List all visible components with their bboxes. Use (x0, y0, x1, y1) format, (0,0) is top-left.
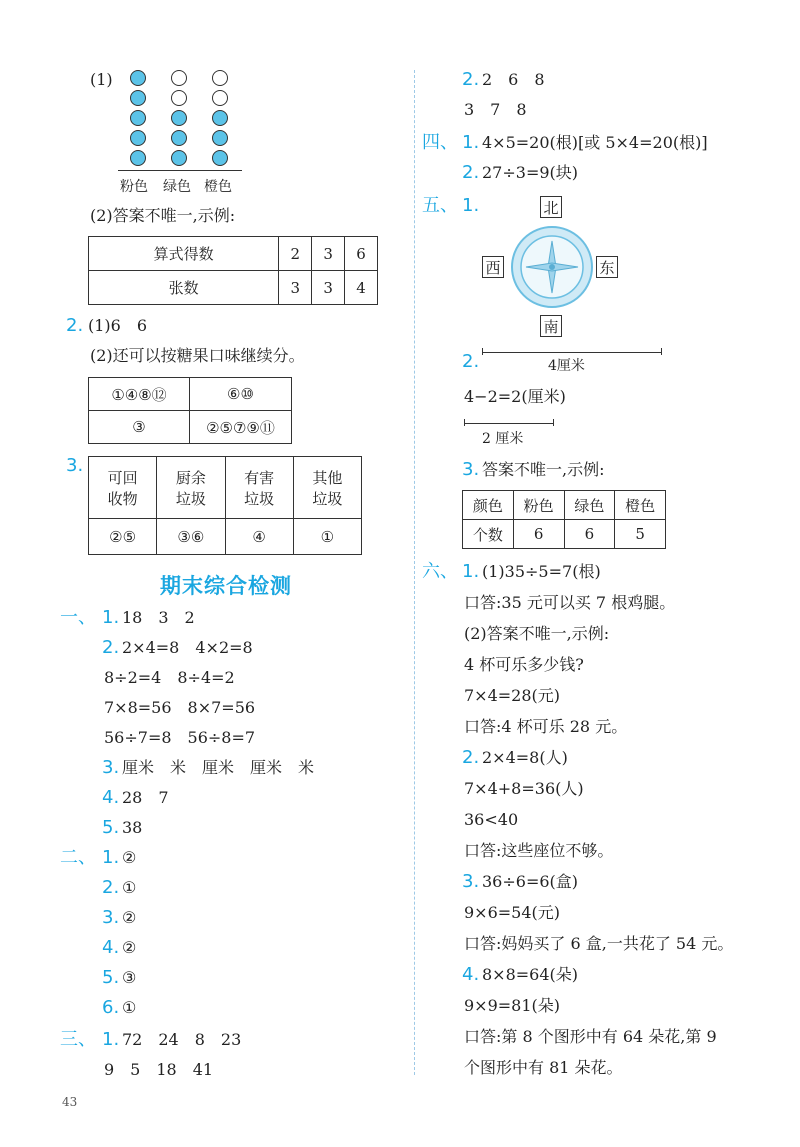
item-number: 1. (462, 132, 480, 153)
section-three-head: 三、 (60, 1029, 96, 1050)
table-cell (157, 457, 225, 519)
segment-label: 4厘米 (548, 358, 585, 374)
q1-label: (1) (90, 70, 113, 89)
table-cell: ②⑤ (89, 519, 157, 555)
head-line: 厨余 (175, 468, 206, 487)
q1b-text: (2)答案不唯一,示例: (90, 206, 236, 225)
answer-line: 8×8=64(朵) (482, 965, 579, 984)
page-number: 43 (62, 1095, 78, 1109)
table-cell: 3 (312, 237, 345, 271)
table-cell: 4 (345, 271, 378, 305)
bead (212, 90, 228, 106)
head-line: 可回 (107, 468, 138, 487)
bead (171, 130, 187, 146)
item-number: 3. (102, 757, 120, 778)
head-line: 收物 (107, 489, 138, 508)
table-color-count (462, 490, 666, 549)
bead (130, 150, 146, 166)
table-cell: 个数 (463, 520, 514, 549)
segment-end (661, 348, 662, 355)
item-number: 2. (102, 637, 120, 658)
head-line: 垃圾 (244, 489, 275, 508)
answer-line: 8÷2=4 8÷4=2 (104, 668, 235, 687)
answer-line: 18 3 2 (122, 608, 195, 627)
q2-answer-b: (2)还可以按糖果口味继续分。 (90, 346, 305, 365)
bead (171, 110, 187, 126)
answer-line: ② (122, 908, 137, 927)
answer-line: 56÷7=8 56÷8=7 (104, 728, 256, 747)
bead-baseline (118, 170, 242, 171)
answer-line: 4−2=2(厘米) (464, 387, 566, 406)
head-line: 其他 (312, 468, 343, 487)
answer-line: 9×9=81(朵) (464, 996, 561, 1015)
table-cell (293, 457, 361, 519)
table-cell: 5 (615, 520, 666, 549)
section-two-head: 二、 (60, 847, 96, 868)
section-five-head: 五、 (422, 195, 458, 216)
item-number: 6. (102, 997, 120, 1018)
table-cell: 6 (513, 520, 564, 549)
q3-number: 3. (66, 455, 84, 476)
table-cell: 颜色 (463, 491, 514, 520)
item-number: 1. (102, 1029, 120, 1050)
segment-end (482, 348, 483, 355)
north-label: 北 (540, 196, 562, 218)
table-cell: 6 (564, 520, 615, 549)
section-title: 期末综合检测 (160, 574, 292, 598)
item-number: 2. (102, 877, 120, 898)
table-cell: ③ (89, 411, 190, 444)
answer-line: 7×4+8=36(人) (464, 779, 584, 798)
head-line: 垃圾 (312, 489, 343, 508)
table-cell: 橙色 (615, 491, 666, 520)
answer-line: ① (122, 998, 137, 1017)
answer-line: 28 7 (122, 788, 169, 807)
segment-2cm (464, 423, 554, 424)
segment-end (464, 419, 465, 426)
table-cell: ①④⑧⑫ (89, 378, 190, 411)
east-label: 东 (596, 256, 618, 278)
item-number: 1. (462, 195, 480, 216)
answer-line: 2×4=8 4×2=8 (122, 638, 253, 657)
answer-line: 9×6=54(元) (464, 903, 561, 922)
item-number: 4. (102, 937, 120, 958)
head-line: 有害 (244, 468, 275, 487)
section-four-head: 四、 (422, 132, 458, 153)
answer-line: 4×5=20(根)[或 5×4=20(根)] (482, 133, 708, 152)
table-cell: 2 (279, 237, 312, 271)
item-number: 1. (102, 847, 120, 868)
answer-line: 72 24 8 23 (122, 1030, 242, 1049)
table-candy (88, 377, 292, 444)
answer-line: 27÷3=9(块) (482, 163, 579, 182)
segment-end (553, 419, 554, 426)
color-label: 粉色 (120, 179, 148, 195)
q2-answer-a: (1)6 6 (88, 316, 148, 335)
table-garbage (88, 456, 362, 555)
table-cell: 算式得数 (89, 237, 279, 271)
answer-line: 2×4=8(人) (482, 748, 568, 767)
answer-line: 2 6 8 (482, 70, 545, 89)
answer-line: 口答:第 8 个图形中有 64 朵花,第 9 (464, 1027, 717, 1046)
bead (130, 70, 146, 86)
bead (212, 70, 228, 86)
table-cell: ① (293, 519, 361, 555)
bead (171, 70, 187, 86)
item-number: 4. (102, 787, 120, 808)
answer-line: 36÷6=6(盒) (482, 872, 579, 891)
table-cell: ③⑥ (157, 519, 225, 555)
item-number: 2. (462, 747, 480, 768)
table-cell: 6 (345, 237, 378, 271)
item-number: 2. (462, 69, 480, 90)
answer-line: ② (122, 938, 137, 957)
west-label: 西 (482, 256, 504, 278)
answer-line: 口答:妈妈买了 6 盒,一共花了 54 元。 (464, 934, 734, 953)
segment-label: 2 厘米 (482, 431, 524, 447)
table-cell: 绿色 (564, 491, 615, 520)
column-divider (414, 70, 415, 1075)
table-cell: 3 (279, 271, 312, 305)
table-cell: 粉色 (513, 491, 564, 520)
answer-line: ② (122, 848, 137, 867)
item-number: 1. (462, 561, 480, 582)
table-cell (89, 457, 157, 519)
answer-line: 4 杯可乐多少钱? (464, 655, 584, 674)
bead (171, 150, 187, 166)
table-cell: 张数 (89, 271, 279, 305)
item-number: 4. (462, 964, 480, 985)
south-label: 南 (540, 315, 562, 337)
segment-4cm (482, 352, 662, 353)
table-results (88, 236, 378, 305)
bead (212, 130, 228, 146)
answer-line: 7×4=28(元) (464, 686, 561, 705)
answer-line: (2)答案不唯一,示例: (464, 624, 610, 643)
item-number: 5. (102, 817, 120, 838)
bead (130, 90, 146, 106)
answer-line: 口答:35 元可以买 7 根鸡腿。 (464, 593, 676, 612)
item-number: 3. (462, 459, 480, 480)
answer-line: 3 7 8 (464, 100, 527, 119)
bead (212, 110, 228, 126)
answer-line: ① (122, 878, 137, 897)
answer-line: 口答:4 杯可乐 28 元。 (464, 717, 628, 736)
item-number: 2. (462, 351, 480, 372)
answer-line: 38 (122, 818, 143, 837)
bead (171, 90, 187, 106)
bead (130, 110, 146, 126)
section-one-head: 一、 (60, 607, 96, 628)
answer-line: 厘米 米 厘米 厘米 米 (122, 758, 315, 777)
item-number: 1. (102, 607, 120, 628)
table-cell: ④ (225, 519, 293, 555)
table-cell: ⑥⑩ (190, 378, 292, 411)
answer-line: 口答:这些座位不够。 (464, 841, 614, 860)
item-number: 5. (102, 967, 120, 988)
bead (212, 150, 228, 166)
answer-line: (1)35÷5=7(根) (482, 562, 601, 581)
answer-line: 36<40 (464, 810, 519, 829)
bead (130, 130, 146, 146)
answer-line: 答案不唯一,示例: (482, 460, 605, 479)
item-number: 3. (462, 871, 480, 892)
section-six-head: 六、 (422, 561, 458, 582)
answer-line: 个图形中有 81 朵花。 (464, 1058, 623, 1077)
color-label: 绿色 (163, 179, 191, 195)
table-cell (225, 457, 293, 519)
answer-line: 7×8=56 8×7=56 (104, 698, 256, 717)
compass-icon (510, 225, 594, 309)
head-line: 垃圾 (175, 489, 206, 508)
table-cell: 3 (312, 271, 345, 305)
answer-line: 9 5 18 41 (104, 1060, 214, 1079)
table-cell: ②⑤⑦⑨⑪ (190, 411, 292, 444)
color-label: 橙色 (204, 179, 232, 195)
item-number: 2. (462, 162, 480, 183)
answer-line: ③ (122, 968, 137, 987)
item-number: 3. (102, 907, 120, 928)
q2-number: 2. (66, 315, 84, 336)
